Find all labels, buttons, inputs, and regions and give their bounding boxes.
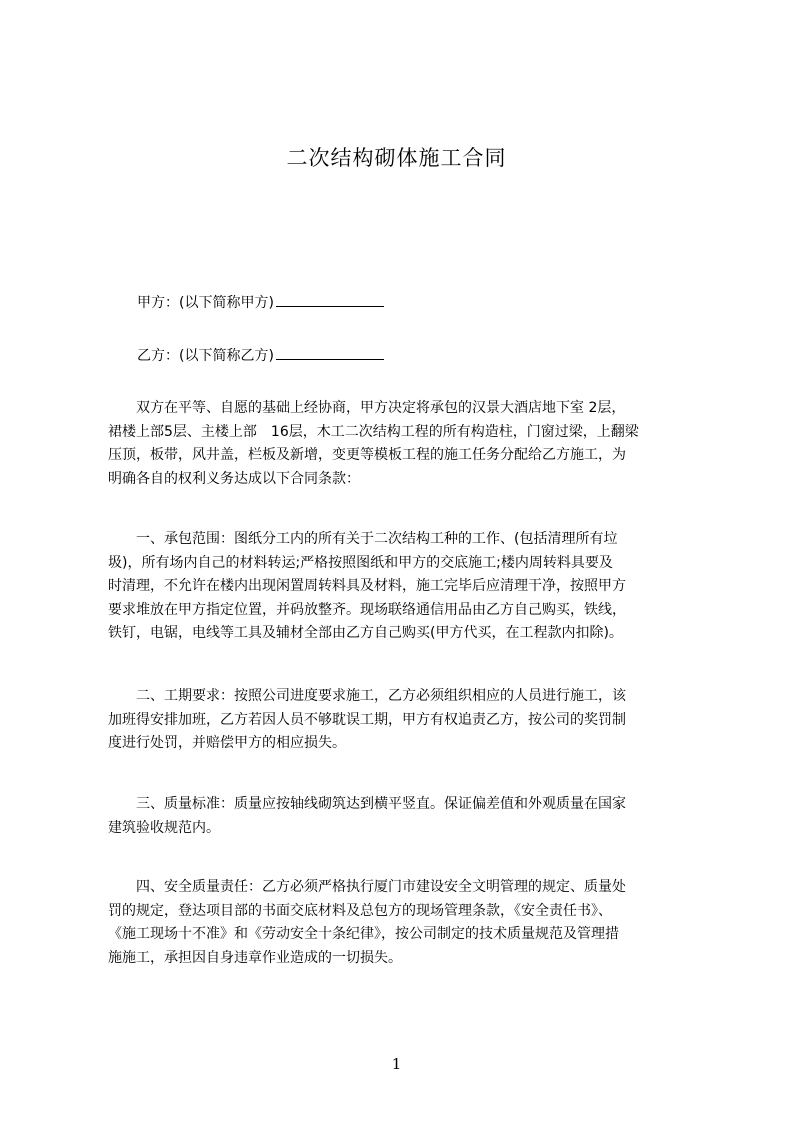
party-b-line [137,345,384,365]
contract-title: 二次结构砌体施工合同 [286,146,507,170]
paragraph-line: 《施工现场十不准》和《劳动安全十条纪律》，按公司制定的技术质量规范及管理措 [108,926,619,942]
paragraph-line: 时清理，不允许在楼内出现闲置周转料具及材料，施工完毕后应清理干净，按照甲方 [108,578,626,594]
paragraph-line: 施施工，承担因自身违章作业造成的一切损失。 [108,949,402,966]
paragraph-line: 要求堆放在甲方指定位置，并码放整齐。现场联络通信用品由乙方自己购买，铁线， [108,601,626,618]
party-a-label: 甲方：(以下简称甲方) [137,295,274,311]
party-b-label: 乙方：(以下简称乙方) [137,348,274,364]
party-a-line [137,292,384,312]
paragraph-line: 双方在平等、自愿的基础上经协商，甲方决定将承包的汉景大酒店地下室 2层， [108,400,626,416]
clause-scope-paragraph [108,528,701,646]
paragraph-line: 二、工期要求：按照公司进度要求施工，乙方必须组织相应的人员进行施工，该 [108,688,626,704]
paragraph-line: 铁钉，电锯，电线等工具及辅材全部由乙方自己购买(甲方代买，在工程款内扣除)。 [108,625,623,641]
paragraph-line: 明确各自的权利义务达成以下合同条款： [108,470,360,487]
clause-safety-paragraph [108,876,701,970]
party-b-blank [276,345,384,360]
clause-quality-paragraph [108,793,701,840]
clause-schedule-paragraph [108,685,701,756]
paragraph-line: 建筑验收规范内。 [108,819,220,836]
paragraph-line: 压顶，板带，风井盖，栏板及新增，变更等模板工程的施工任务分配给乙方施工，为 [108,447,626,463]
paragraph-line: 三、质量标准：质量应按轴线砌筑达到横平竖直。保证偏差值和外观质量在国家 [108,796,626,812]
paragraph-line: 度进行处罚，并赔偿甲方的相应损失。 [108,735,346,751]
paragraph-line: 裙楼上部5层、主楼上部 16层，木工二次结构工程的所有构造柱，门窗过梁，上翻梁 [108,423,639,440]
paragraph-line: 圾)，所有场内自己的材料转运;严格按照图纸和甲方的交底施工;楼内周转料具要及 [108,554,613,571]
paragraph-line: 一、承包范围：图纸分工内的所有关于二次结构工种的工作、(包括清理所有垃 [108,531,618,547]
paragraph-line: 四、安全质量责任：乙方必须严格执行厦门市建设安全文明管理的规定、质量处 [108,879,626,895]
party-a-blank [276,292,384,307]
paragraph-line: 加班得安排加班，乙方若因人员不够耽误工期，甲方有权追责乙方，按公司的奖罚制 [108,711,626,728]
intro-paragraph [108,397,701,491]
paragraph-line: 罚的规定，登达项目部的书面交底材料及总包方的现场管理条款，《安全责任书》、 [108,902,612,919]
page-number: 1 [391,1055,402,1073]
